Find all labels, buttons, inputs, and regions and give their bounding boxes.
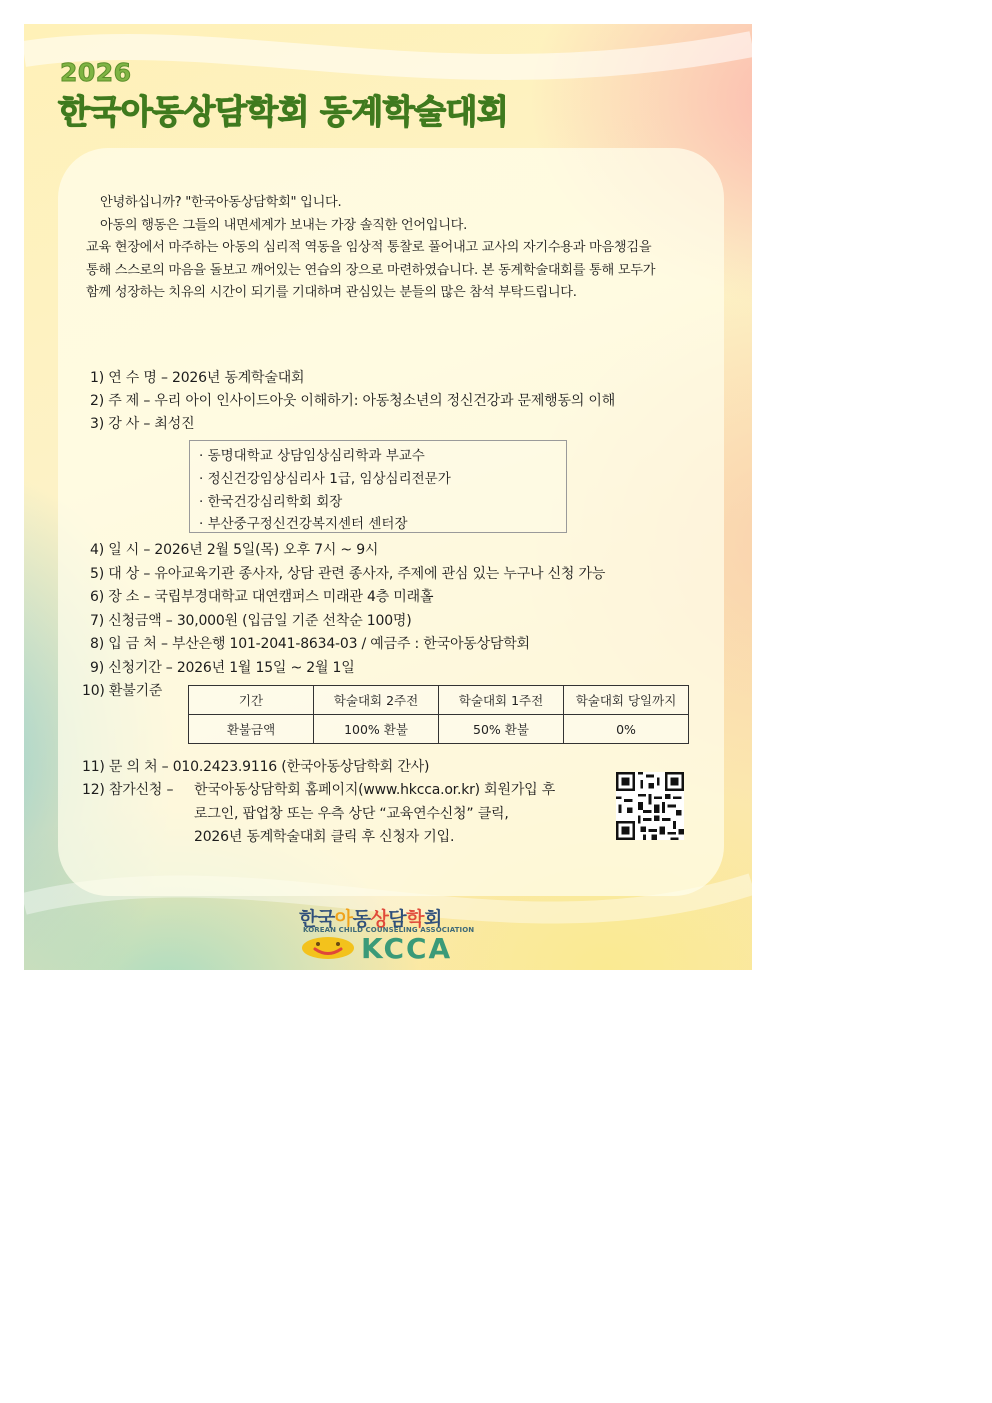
refund-cell: 학술대회 2주전 <box>314 686 439 715</box>
detail-date: 4) 일 시 – 2026년 2월 5일(목) 오후 7시 ~ 9시 <box>90 542 379 558</box>
lecturer-profile-line: · 정신건강임상심리사 1급, 임상심리전문가 <box>199 471 451 487</box>
intro-line: 함께 성장하는 치유의 시간이 되기를 기대하며 관심있는 분들의 많은 참석 부탁드립니다. <box>86 285 577 300</box>
detail-target: 5) 대 상 – 유아교육기관 종사자, 상담 관련 종사자, 주제에 관심 있는 누구나 신청 가능 <box>90 566 606 582</box>
qr-code-icon[interactable] <box>612 772 688 840</box>
lecturer-profile-line: · 부산중구정신건강복지센터 센터장 <box>199 516 408 532</box>
detail-topic: 2) 주 제 – 우리 아이 인사이드아웃 이해하기: 아동청소년의 정신건강과 문제행동의 이해 <box>90 393 616 409</box>
event-title: 한국아동상담학회 동계학술대회 <box>58 92 509 131</box>
refund-table <box>188 685 689 744</box>
detail-lecturer: 3) 강 사 – 최성진 <box>90 416 195 432</box>
intro-line: 안녕하십니까? "한국아동상담학회" 입니다. <box>100 195 342 210</box>
lecturer-profile-line: · 동명대학교 상담임상심리학과 부교수 <box>199 448 425 464</box>
apply-line: 로그인, 팝업창 또는 우측 상단 “교육연수신청” 클릭, <box>194 806 509 822</box>
refund-table-row <box>189 715 689 744</box>
detail-account: 8) 입 금 처 – 부산은행 101-2041-8634-03 / 예금주 : 한국아동상담학회 <box>90 636 530 652</box>
detail-place: 6) 장 소 – 국립부경대학교 대연캠퍼스 미래관 4층 미래홀 <box>90 589 434 605</box>
detail-name: 1) 연 수 명 – 2026년 동계학술대회 <box>90 370 305 386</box>
detail-period: 9) 신청기간 – 2026년 1월 15일 ~ 2월 1일 <box>90 660 355 676</box>
detail-fee: 7) 신청금액 – 30,000원 (입금일 기준 선착순 100명) <box>90 613 412 629</box>
logo-name-en: KOREAN CHILD COUNSELING ASSOCIATION <box>303 926 475 934</box>
event-year: 2026 <box>60 58 132 87</box>
refund-cell: 100% 환불 <box>314 715 439 744</box>
refund-cell: 환불금액 <box>189 715 314 744</box>
detail-refund-label: 10) 환불기준 <box>82 683 163 699</box>
apply-line: 한국아동상담학회 홈페이지(www.hkcca.or.kr) 회원가입 후 <box>194 782 556 798</box>
lecturer-profile-box <box>189 440 567 533</box>
smile-face-icon <box>301 936 355 960</box>
logo-abbr: KCCA <box>361 932 453 965</box>
detail-apply-label: 12) 참가신청 – <box>82 782 174 798</box>
intro-line: 교육 현장에서 마주하는 아동의 심리적 역동을 임상적 통찰로 풀어내고 교사의 자기수용과 마음챙김을 <box>86 240 652 255</box>
poster <box>24 24 752 970</box>
lecturer-profile-line: · 한국건강심리학회 회장 <box>199 494 343 510</box>
detail-contact: 11) 문 의 처 – 010.2423.9116 (한국아동상담학회 간사) <box>82 759 430 775</box>
apply-line: 2026년 동계학술대회 클릭 후 신청자 기입. <box>194 829 455 845</box>
intro-text <box>86 192 706 305</box>
refund-cell: 0% <box>564 715 689 744</box>
refund-table-header <box>189 686 689 715</box>
refund-cell: 학술대회 당일까지 <box>564 686 689 715</box>
intro-line: 통해 스스로의 마음을 돌보고 깨어있는 연습의 장으로 마련하였습니다. 본 동계학술대회를 통해 모두가 <box>86 262 656 278</box>
refund-cell: 학술대회 1주전 <box>439 686 564 715</box>
refund-cell: 기간 <box>189 686 314 715</box>
intro-line: 아동의 행동은 그들의 내면세계가 보내는 가장 솔직한 언어입니다. <box>100 217 467 233</box>
refund-cell: 50% 환불 <box>439 715 564 744</box>
logo-name-kr: 한국아동상담학회 <box>299 908 442 930</box>
kcca-logo <box>299 904 499 964</box>
